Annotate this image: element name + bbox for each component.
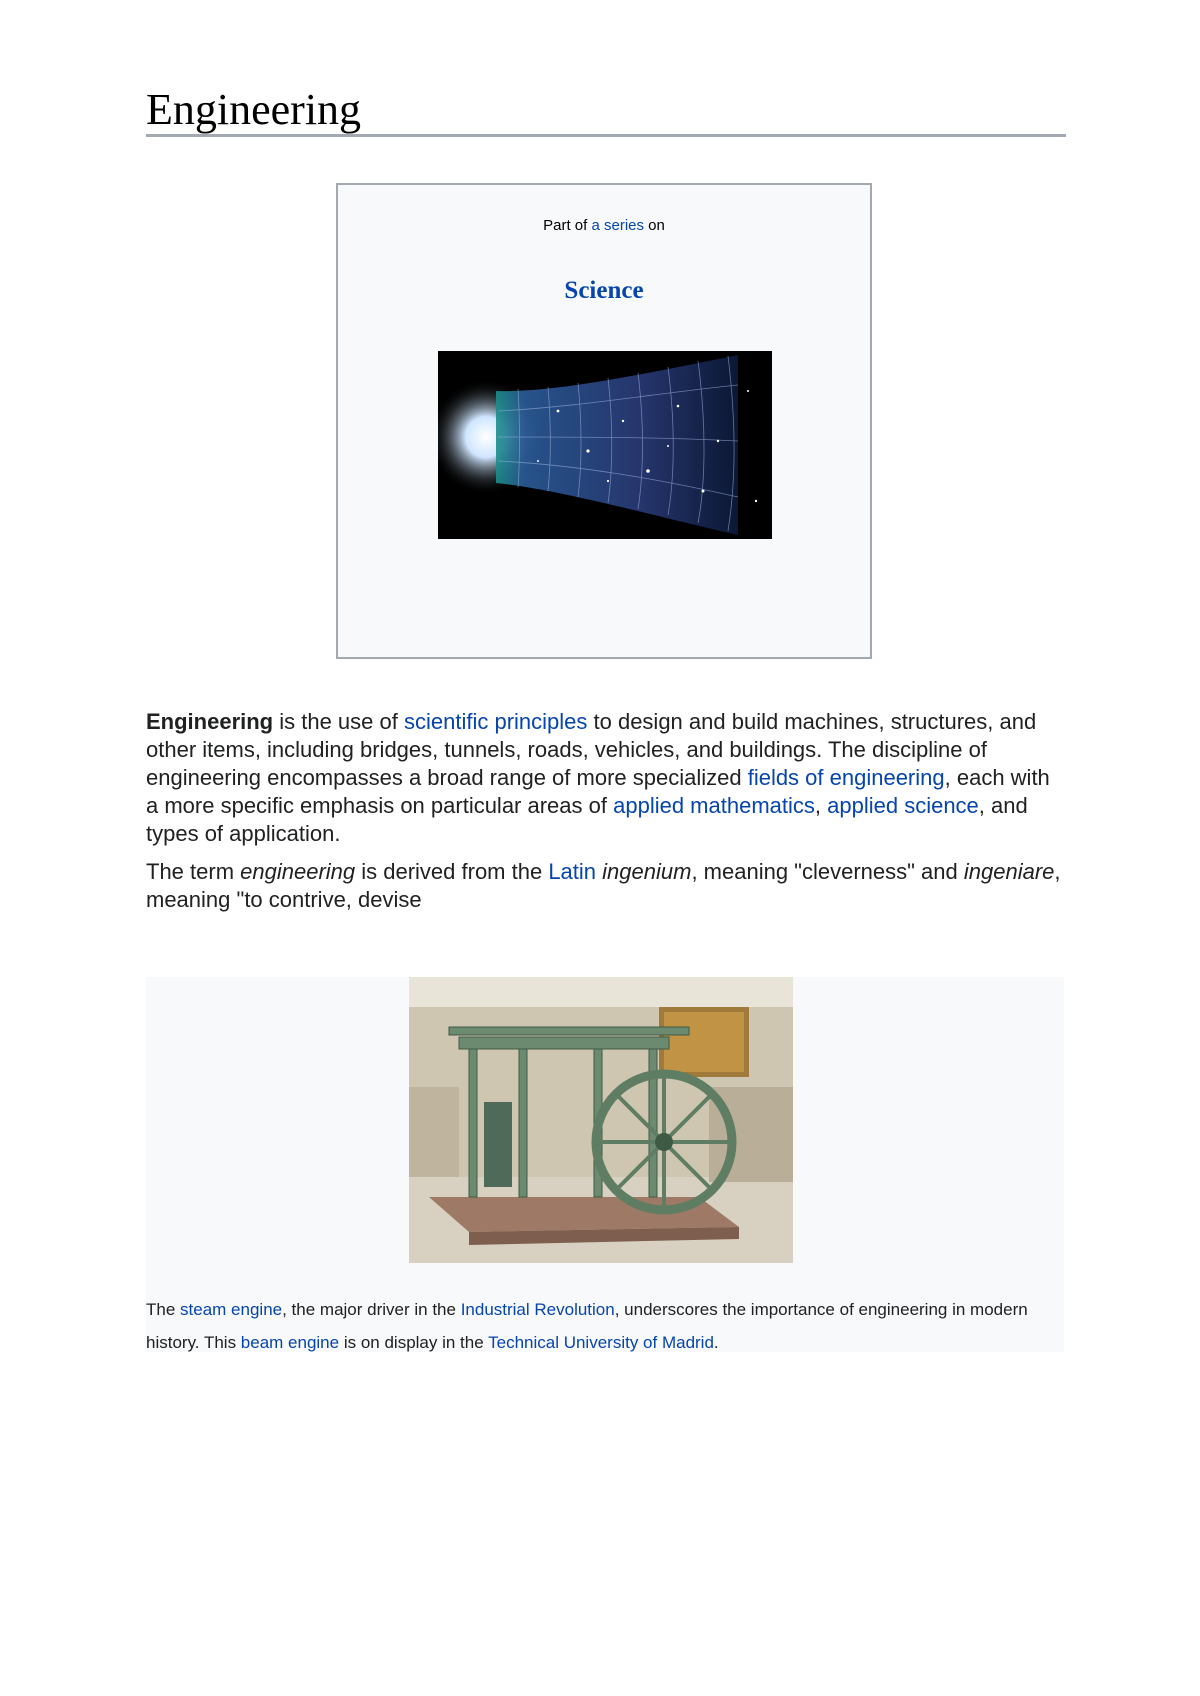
text-run: , the major driver in the (282, 1300, 461, 1319)
steam-engine-image[interactable] (409, 977, 793, 1263)
beam-engine-link[interactable]: beam engine (240, 1333, 340, 1352)
industrial-revolution-link[interactable]: Industrial Revolution (460, 1300, 615, 1319)
series-prefix: Part of (543, 217, 592, 234)
beam-engine-photo-illustration (409, 977, 793, 1263)
science-series-title-link[interactable]: Science (564, 277, 644, 304)
universe-expansion-image[interactable] (438, 351, 772, 539)
text-run: to design and build machines, structures, and other items, including bridges, tunnels, roads, vehicles, and buildings. The discipline of engineering encompasses a broad range of more specialized (146, 709, 1037, 790)
steam-engine-link[interactable]: steam engine (180, 1300, 283, 1319)
steam-engine-figure (146, 977, 1064, 1352)
science-series-infobox (336, 183, 872, 659)
text-run: is on display in the (339, 1333, 489, 1352)
page-title: Engineering (146, 85, 362, 134)
text-run: is derived from the (355, 859, 549, 884)
subject-bold: Engineering (146, 709, 274, 734)
text-run: The (146, 1300, 181, 1319)
technical-university-of-madrid-link[interactable]: Technical University of Madrid (488, 1333, 714, 1352)
intro-paragraph (146, 708, 1066, 848)
series-suffix: on (644, 217, 665, 234)
text-run: , meaning "to contrive, devise (146, 859, 1061, 912)
applied-mathematics-link[interactable]: applied mathematics (613, 793, 815, 818)
term-italic: engineering (240, 859, 356, 884)
text-run: . (713, 1333, 719, 1352)
latin-link[interactable]: Latin (548, 859, 597, 884)
ingenium-italic: ingenium (602, 859, 692, 884)
ingeniare-italic: ingeniare (963, 859, 1055, 884)
figure-caption (146, 1293, 1064, 1359)
text-run: , each with a more specific emphasis on particular areas of (146, 765, 1050, 818)
text-run: , and types of application. (146, 793, 1028, 846)
etymology-paragraph (146, 858, 1066, 914)
fields-of-engineering-link[interactable]: fields of engineering (747, 765, 945, 790)
article-body (146, 708, 1066, 924)
series-link[interactable]: a series (591, 217, 645, 234)
text-run: is the use of (273, 709, 404, 734)
applied-science-link[interactable]: applied science (827, 793, 979, 818)
text-run: , (814, 793, 828, 818)
series-line (338, 217, 870, 234)
text-run: , underscores the importance of engineering in modern history. This (146, 1300, 1028, 1352)
text-run: The term (146, 859, 241, 884)
universe-timeline-illustration (438, 351, 772, 539)
text-run: , meaning "cleverness" and (691, 859, 964, 884)
title-divider (146, 134, 1066, 137)
scientific-principles-link[interactable]: scientific principles (403, 709, 588, 734)
